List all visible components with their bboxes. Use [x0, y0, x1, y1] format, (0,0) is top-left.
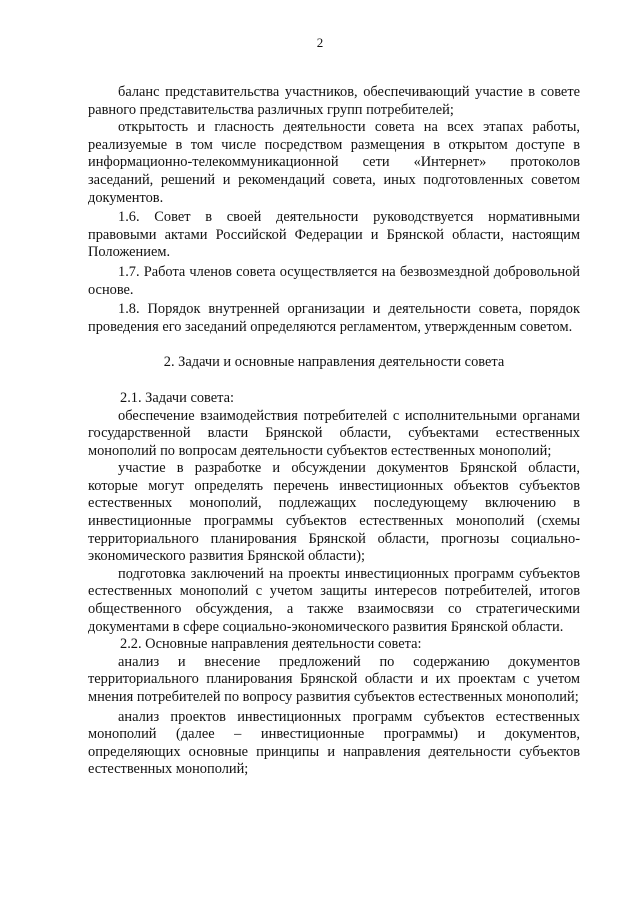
page-number: 2 — [316, 35, 324, 50]
document-body — [88, 84, 580, 779]
paragraph: открытость и гласность деятельности совета на всех этапах работы, реализуемые в том числе посредством размещения в открытом доступе в информационно-телекоммуникационной сети «Интернет» протоколов заседаний, решений и рекомендаций совета, иных подготовленных советом документов. — [88, 119, 580, 206]
paragraph: анализ и внесение предложений по содержанию документов территориального планирования Брянской области и их проектам с учетом мнения потребителей по вопросу развития субъектов естественных монополий; — [88, 653, 580, 705]
subsection-title: 2.2. Основные направления деятельности совета: — [120, 636, 422, 653]
paragraph: 1.6. Совет в своей деятельности руководствуется нормативными правовыми актами Российской Федерации и Брянской области, настоящим Положением. — [88, 209, 580, 261]
paragraph: 1.7. Работа членов совета осуществляется на безвозмездной добровольной основе. — [88, 263, 580, 298]
paragraph: участие в разработке и обсуждении документов Брянской области, которые могут определять перечень инвестиционных объектов субъектов естественных монополий, подлежащих последующему включению в инвестиционные программы субъектов естественных монополий (схемы территориального планирования Брянской области, прогнозы социально-экономического развития Брянской области); — [88, 460, 580, 565]
paragraph: подготовка заключений на проекты инвестиционных программ субъектов естественных монополий с учетом защиты интересов потребителей, итогов общественного обсуждения, а также взаимосвязи со стратегическими документами в сфере социально-экономического развития Брянской области. — [88, 565, 580, 635]
section-heading: 2. Задачи и основные направления деятельности совета — [163, 354, 505, 371]
paragraph: обеспечение взаимодействия потребителей с исполнительными органами государственной власти Брянской области, субъектами естественных монополий по вопросам деятельности субъектов естественных монополий; — [88, 407, 580, 459]
paragraph: анализ проектов инвестиционных программ субъектов естественных монополий (далее – инвестиционные программы) и документов, определяющих основные принципы и направления деятельности субъектов естественных монополий; — [88, 708, 580, 778]
paragraph: 1.8. Порядок внутренней организации и деятельности совета, порядок проведения его заседаний определяются регламентом, утвержденным советом. — [88, 301, 580, 335]
paragraph: баланс представительства участников, обеспечивающий участие в совете равного представительства различных групп потребителей; — [88, 84, 580, 118]
subsection-title: 2.1. Задачи совета: — [120, 389, 234, 406]
